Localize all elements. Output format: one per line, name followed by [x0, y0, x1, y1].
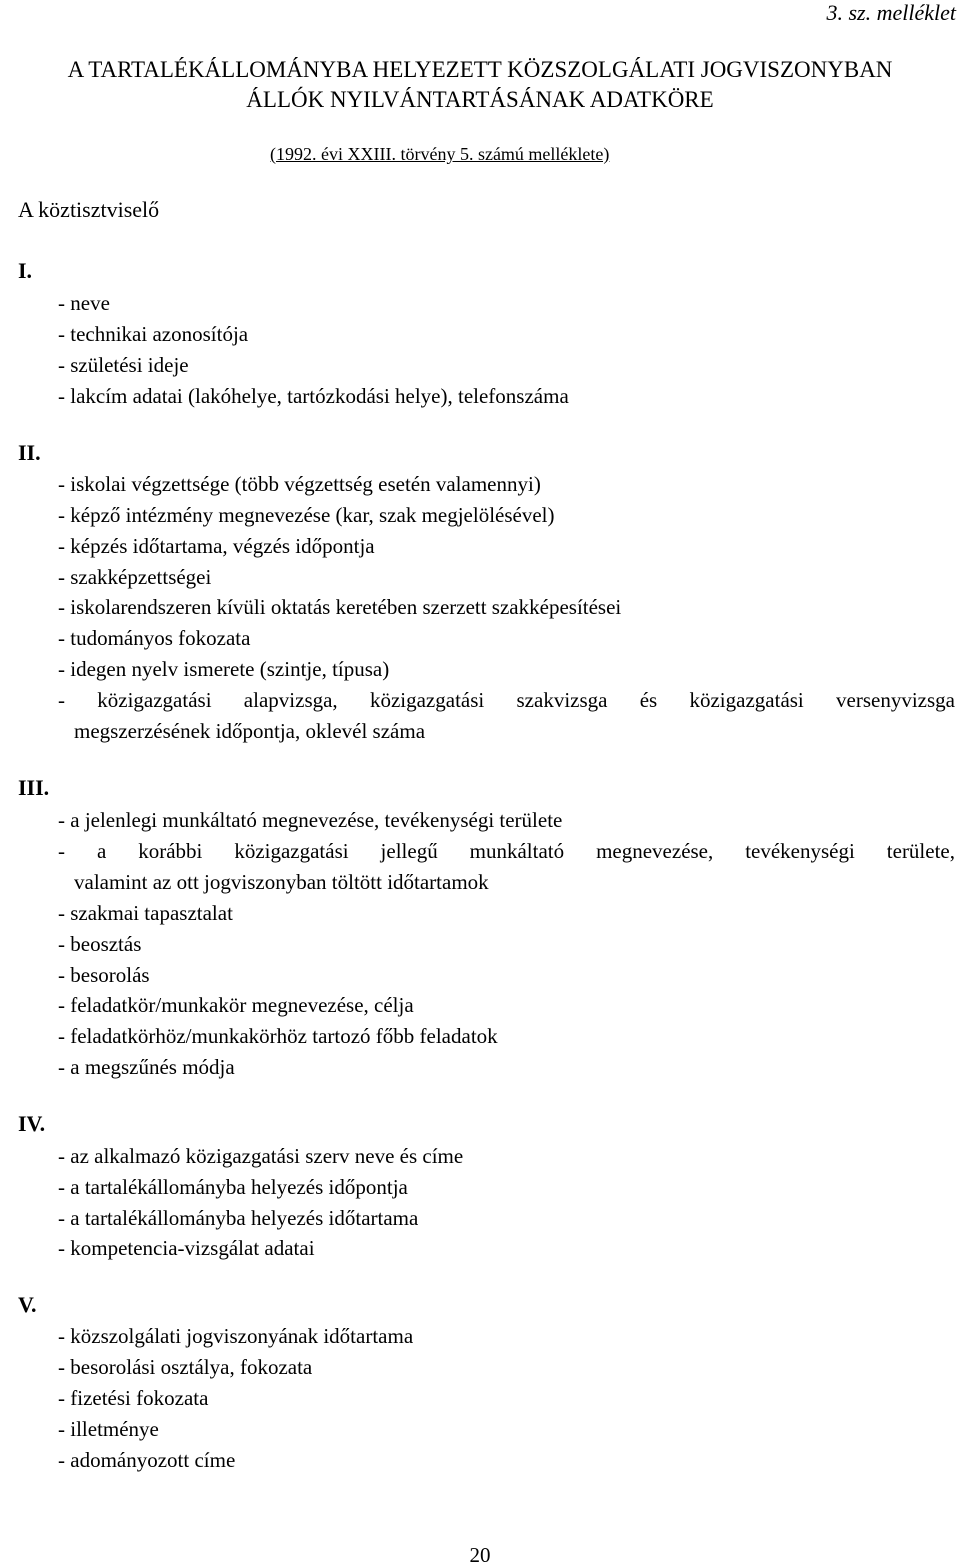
section-iv-item: - kompetencia-vizsgálat adatai: [58, 1236, 315, 1260]
section-iii-item: - a korábbi közigazgatási jellegű munkáltató megnevezése, tevékenységi területe,: [58, 839, 955, 863]
section-iii-item: - beosztás: [58, 932, 142, 956]
section-v-item: - közszolgálati jogviszonyának időtartama: [58, 1324, 414, 1348]
section-iii-item: - a jelenlegi munkáltató megnevezése, tevékenységi területe: [58, 808, 563, 832]
section-i-item: - születési ideje: [58, 353, 189, 377]
section-ii-item-continuation: megszerzésének időpontja, oklevél száma: [74, 719, 426, 743]
section-v-item: - illetménye: [58, 1417, 159, 1441]
section-i-item: - neve: [58, 291, 110, 315]
section-i-item: - lakcím adatai (lakóhelye, tartózkodási helye), telefonszáma: [58, 384, 569, 408]
section-iv-item: - a tartalékállományba helyezés időtartama: [58, 1206, 419, 1230]
section-number-iii: III.: [18, 775, 50, 800]
document-title-line-2: ÁLLÓK NYILVÁNTARTÁSÁNAK ADATKÖRE: [246, 87, 714, 112]
annex-label: 3. sz. melléklet: [826, 0, 956, 25]
section-iv-item: - az alkalmazó közigazgatási szerv neve és címe: [58, 1144, 464, 1168]
document-title-line-1: A TARTALÉKÁLLOMÁNYBA HELYEZETT KÖZSZOLGÁLATI JOGVISZONYBAN: [67, 57, 893, 82]
section-ii-item: - iskolai végzettsége (több végzettség esetén valamennyi): [58, 472, 541, 496]
section-ii-item: - idegen nyelv ismerete (szintje, típusa): [58, 657, 390, 681]
section-number-v: V.: [18, 1292, 37, 1317]
section-iv-item: - a tartalékállományba helyezés időpontja: [58, 1175, 408, 1199]
section-ii-item: - közigazgatási alapvizsga, közigazgatási szakvizsga és közigazgatási versenyvizsga: [58, 688, 955, 712]
section-number-iv: IV.: [18, 1111, 46, 1136]
section-number-i: I.: [18, 258, 33, 283]
section-ii-item: - szakképzettségei: [58, 565, 212, 589]
section-number-ii: II.: [18, 440, 41, 465]
section-iii-item: - feladatkörhöz/munkakörhöz tartozó főbb feladatok: [58, 1024, 498, 1048]
section-iii-item: - szakmai tapasztalat: [58, 901, 233, 925]
section-iii-item-continuation: valamint az ott jogviszonyban töltött időtartamok: [74, 870, 489, 894]
section-i-item: - technikai azonosítója: [58, 322, 249, 346]
section-iii-item: - feladatkör/munkakör megnevezése, célja: [58, 993, 414, 1017]
section-ii-item: - képző intézmény megnevezése (kar, szak megjelölésével): [58, 503, 555, 527]
section-ii-item: - képzés időtartama, végzés időpontja: [58, 534, 375, 558]
section-v-item: - besorolási osztálya, fokozata: [58, 1355, 313, 1379]
section-v-item: - adományozott címe: [58, 1448, 236, 1472]
section-v-item: - fizetési fokozata: [58, 1386, 209, 1410]
subject-heading: A köztisztviselő: [18, 197, 160, 222]
section-ii-item: - iskolarendszeren kívüli oktatás keretében szerzett szakképesítései: [58, 595, 622, 619]
section-iii-item: - a megszűnés módja: [58, 1055, 235, 1079]
page-number: 20: [469, 1543, 491, 1567]
section-ii-item: - tudományos fokozata: [58, 626, 251, 650]
section-iii-item: - besorolás: [58, 963, 150, 987]
legal-source-reference: (1992. évi XXIII. törvény 5. számú melléklete): [270, 144, 610, 164]
